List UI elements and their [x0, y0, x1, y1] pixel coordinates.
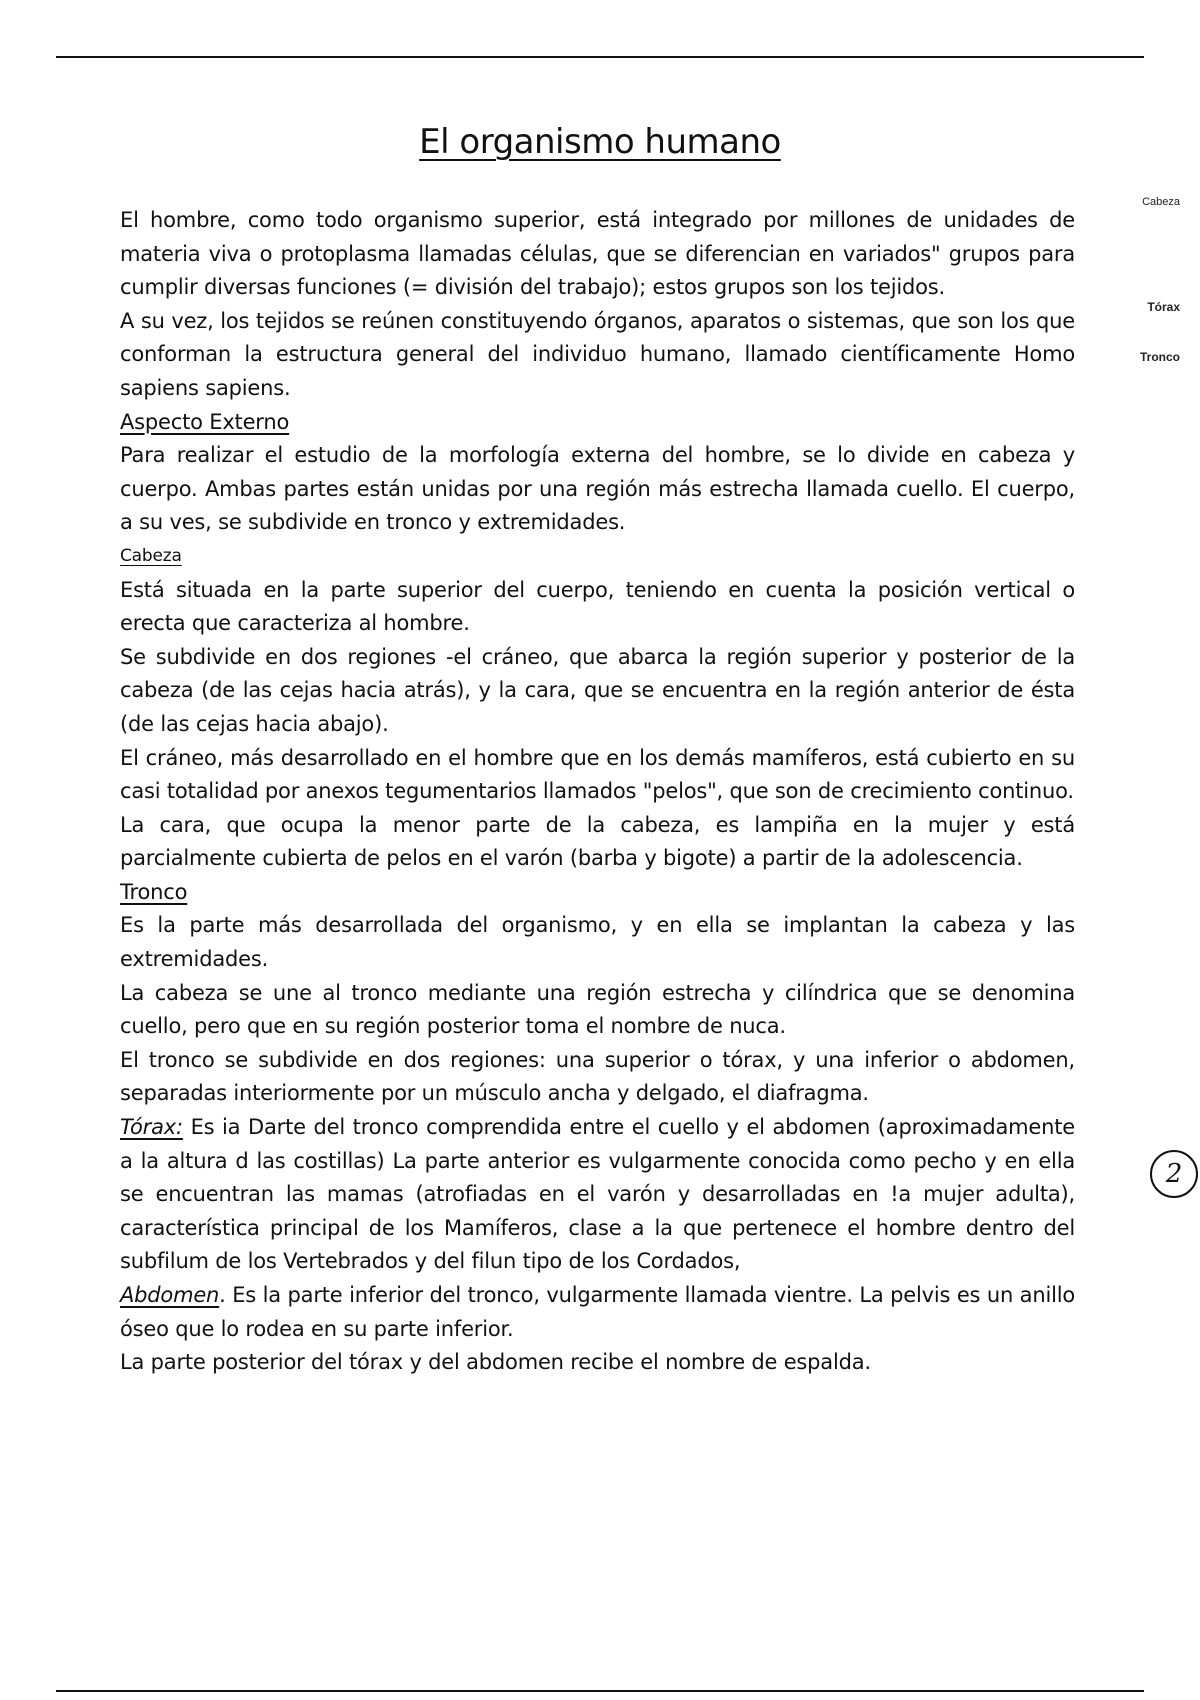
abdomen-term: Abdomen [120, 1283, 220, 1307]
page-number [1150, 1150, 1198, 1198]
abdomen-paragraph [120, 1279, 1075, 1346]
intro-paragraph: El hombre, como todo organismo superior, está integrado por millones de unidades de materia viva o protoplasma llamadas células, que se diferencian en variados" grupos para cumplir diversas funciones (= división del trabajo); estos grupos son los tejidos. [120, 208, 1075, 300]
cabeza-paragraph: El cráneo, más desarrollado en el hombre que en los demás mamíferos, está cubierto en su casi totalidad por anexos tegumentarios llamados "pelos", que son de crecimiento continuo. [120, 745, 1075, 804]
margin-note-cabeza: Cabeza [1142, 196, 1180, 208]
tronco-paragraph: El tronco se subdivide en dos regiones: una superior o tórax, y una inferior o abdomen, separadas interiormente por un músculo ancha y delgado, el diafragma. [120, 1047, 1075, 1106]
torax-paragraph [120, 1111, 1075, 1279]
tronco-paragraph: La cabeza se une al tronco mediante una región estrecha y cilíndrica que se denomina cuello, pero que en su región posterior toma el nombre de nuca. [120, 980, 1075, 1039]
top-rule [56, 56, 1144, 58]
page-number-text: 2 [1165, 1159, 1183, 1189]
section-heading-tronco: Tronco [120, 879, 188, 904]
closing-paragraph: La parte posterior del tórax y del abdomen recibe el nombre de espalda. [120, 1350, 871, 1375]
cabeza-paragraph: Se subdivide en dos regiones -el cráneo, que abarca la región superior y posterior de la cabeza (de las cejas hacia atrás), y la cara, que se encuentra en la región anterior de ésta (de las cejas hacia abajo). [120, 644, 1075, 736]
margin-note-tronco: Tronco [1139, 350, 1180, 364]
torax-term: Tórax: [120, 1115, 183, 1140]
aspecto-externo-paragraph: Para realizar el estudio de la morfología externa del hombre, se lo divide en cabeza y cuerpo. Ambas partes están unidas por una región más estrecha llamada cuello. El cuerpo, a su ves, se subdivide en tronco y extremidades. [120, 443, 1075, 535]
section-heading-cabeza: Cabeza [120, 545, 182, 566]
torax-text: Es ia Darte del tronco comprendida entre el cuello y el abdomen (aproximadamente a la altura d las costillas) La parte anterior es vulgarmente conocida como pecho y en ella se encuentran las mamas (atrofiadas en el varón y desarrolladas en !a mujer adulta), característica principal de los Mamíferos, clase a la que pertenece el hombre dentro del subfilum de los Vertebrados y del filun tipo de los Cordados, [120, 1115, 1075, 1274]
bottom-rule [56, 1690, 1144, 1692]
document-body [120, 204, 1075, 1380]
section-heading-aspecto-externo: Aspecto Externo [120, 409, 290, 434]
page-title: El organismo humano [419, 122, 781, 162]
cabeza-paragraph: La cara, que ocupa la menor parte de la cabeza, es lampiña en la mujer y está parcialmente cubierta de pelos en el varón (barba y bigote) a partir de la adolescencia. [120, 812, 1075, 871]
tronco-paragraph: Es la parte más desarrollada del organismo, y en ella se implantan la cabeza y las extremidades. [120, 913, 1075, 972]
cabeza-paragraph: Está situada en la parte superior del cuerpo, teniendo en cuenta la posición vertical o erecta que caracteriza al hombre. [120, 577, 1075, 636]
margin-note-torax: Tórax [1147, 300, 1180, 314]
abdomen-text: . Es la parte inferior del tronco, vulgarmente llamada vientre. La pelvis es un anillo óseo que lo rodea en su parte inferior. [120, 1283, 1075, 1341]
intro-paragraph: A su vez, los tejidos se reúnen constituyendo órganos, aparatos o sistemas, que son los que conforman la estructura general del individuo humano, llamado científicamente Homo sapiens sapiens. [120, 308, 1075, 400]
